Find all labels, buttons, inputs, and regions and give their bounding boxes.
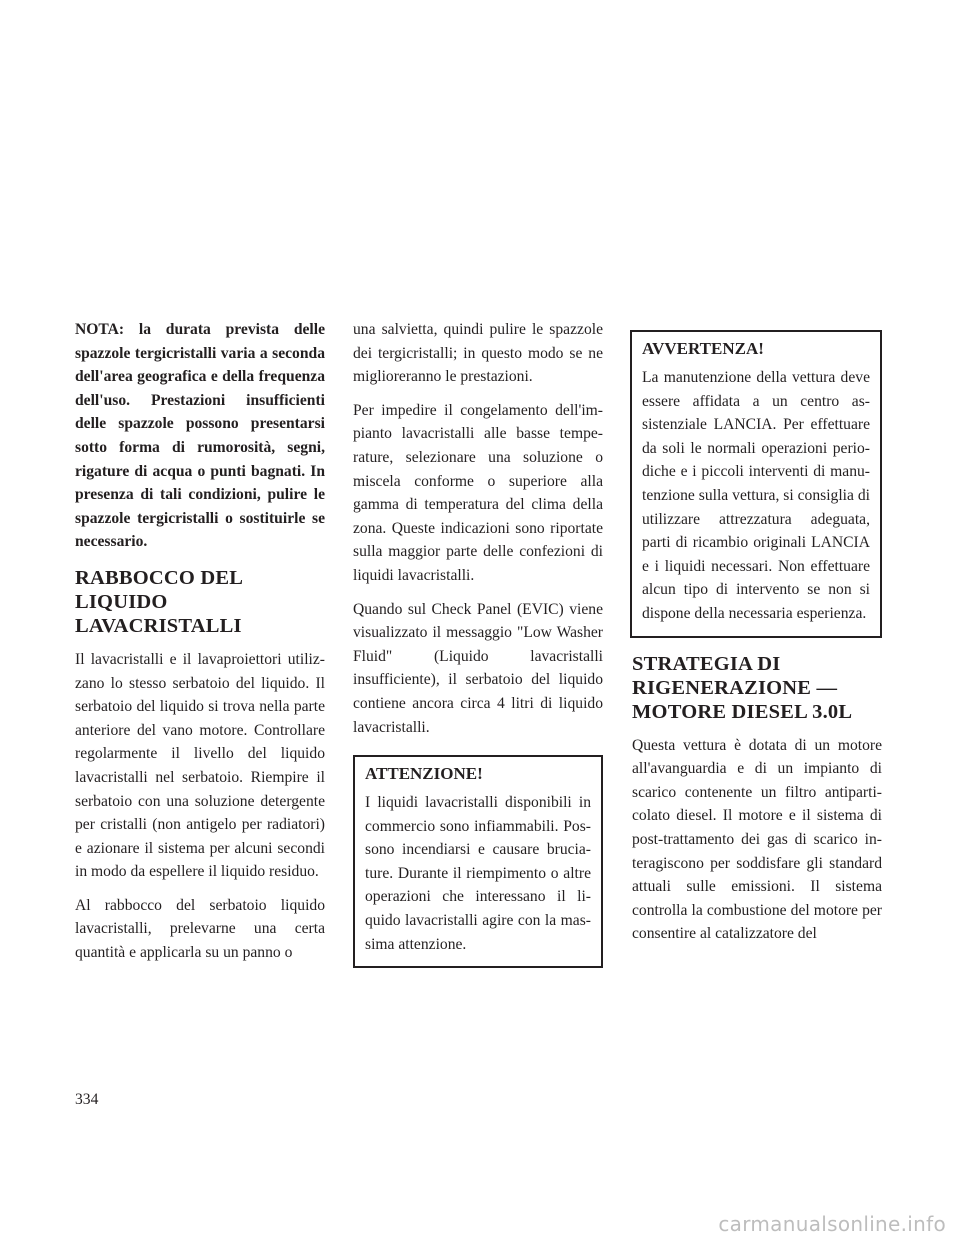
paragraph: Per impedire il congelamento dell'impianto lavacristalli alle basse temperature, selezionare una soluzione o miscela conforme o superiore alla gamma di temperatura del clima della zona. Queste indicazioni sono riportate sulla maggior parte delle confezioni di liquidi lavacristalli. (353, 401, 603, 584)
regeneration-heading (632, 652, 882, 724)
heading-line: RABBOCCO DEL LIQUIDO (75, 566, 243, 613)
watermark: carmanualsonline.info (718, 1212, 946, 1236)
heading-line: LAVACRISTALLI (75, 614, 242, 637)
caution-title: ATTENZIONE! (365, 764, 483, 784)
warning-title: AVVERTENZA! (642, 339, 764, 358)
paragraph: Al rabbocco del serbatoio liquido lavacristalli, prelevarne una certa quantità e applicarla su un panno o (75, 896, 325, 962)
column-left (75, 318, 325, 975)
washer-fluid-heading (75, 566, 325, 638)
heading-line: MOTORE DIESEL 3.0L (632, 700, 853, 723)
paragraph: Questa vettura è dotata di un motore all'avanguardia e di un impianto di scarico contenente un filtro antiparticolato diesel. Il motore e il sistema di post-trattamento dei gas di scarico interagiscono per soddisfare gli standard attuali sulle emissioni. Il sistema controlla la combustione del motore per consentire al catalizzatore del (632, 736, 882, 943)
wiper-blade-note: NOTA: la durata prevista delle spazzole tergicristalli varia a seconda dell'area geografica e della frequenza dell'uso. Prestazioni insufficienti delle spazzole possono presentarsi sotto forma di rumorosità, segni, rigature di acqua o punti bagnati. In presenza di tali condizioni, pulire le spazzole tergicristalli o sostituirle se necessario. (75, 321, 325, 551)
warning-box (630, 330, 882, 638)
warning-text: La manutenzione della vettura deve essere affidata a un centro assistenziale LANCIA. Per effettuare da soli le normali operazioni periodiche e i piccoli interventi di manutenzione sulla vettura, si consiglia di utilizzare attrezzatura adeguata, parti di ricambio originali LANCIA e i liquidi necessari. Non effettuare alcun tipo di intervento se non si dispone della necessaria esperienza. (642, 369, 870, 622)
page-number: 334 (75, 1091, 99, 1108)
paragraph: una salvietta, quindi pulire le spazzole dei tergicristalli; in questo modo se ne miglioreranno le prestazioni. (353, 321, 603, 386)
heading-line: STRATEGIA DI (632, 652, 781, 675)
column-right (632, 318, 882, 956)
heading-line: RIGENERAZIONE — (632, 676, 838, 699)
caution-box (353, 755, 603, 968)
caution-text: I liquidi lavacristalli disponibili in commercio sono infiammabili. Possono incendiarsi e causare bruciature. Durante il riempimento o altre operazioni che interessano il liquido lavacristalli agire con la massima attenzione. (365, 794, 591, 953)
paragraph: Il lavacristalli e il lavaproiettori utilizzano lo stesso serbatoio del liquido. Il serbatoio del liquido si trova nella parte anteriore del vano motore. Controllare regolarmente il livello del liquido lavacristalli nel serbatoio. Riempire il serbatoio con una soluzione detergente per cristalli (non antigelo per radiatori) e azionare il sistema per alcuni secondi in modo da espellere il liquido residuo. (75, 650, 325, 881)
paragraph: Quando sul Check Panel (EVIC) viene visualizzato il messaggio "Low Washer Fluid" (Liquido lavacristalli insufficiente), il serbatoio del liquido contiene ancora circa 4 litri di liquido lavacristalli. (353, 600, 603, 736)
column-middle (353, 318, 603, 968)
